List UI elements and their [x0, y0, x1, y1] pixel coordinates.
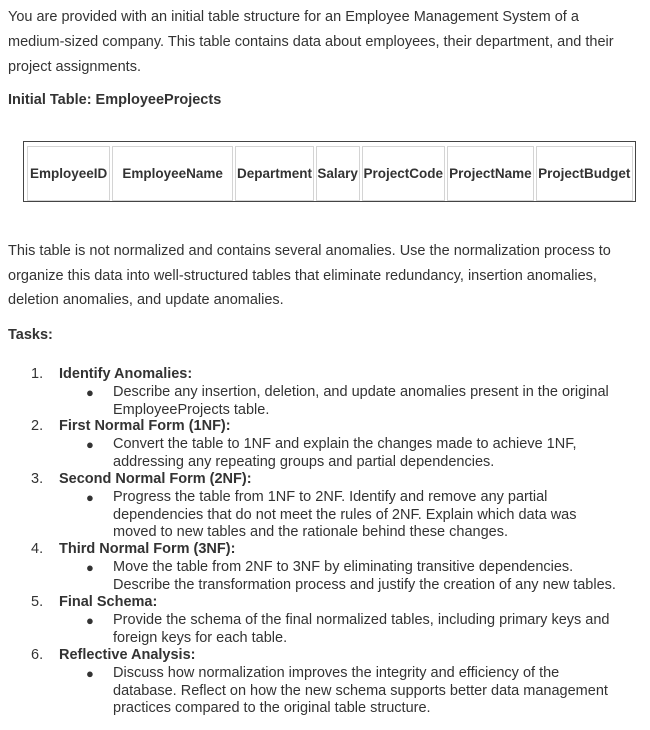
bullet-icon: ● [86, 490, 94, 505]
task-number: 2. [31, 418, 44, 434]
column-header-projectcode: ProjectCode [362, 146, 446, 201]
bullet-icon: ● [86, 560, 94, 575]
paragraph-line: This table is not normalized and contains several anomalies. Use the normalization process to [8, 243, 611, 259]
task-description-line: EmployeeProjects table. [113, 401, 270, 418]
column-header-projectname: ProjectName [447, 146, 534, 201]
bullet-icon: ● [86, 437, 94, 452]
task-number: 3. [31, 471, 44, 487]
paragraph-line: deletion anomalies, and update anomalies. [8, 292, 284, 308]
task-description-line: moved to new tables and the rationale behind these changes. [113, 524, 508, 540]
column-header-employeename: EmployeeName [112, 146, 233, 201]
intro-line: You are provided with an initial table structure for an Employee Management System of a [8, 9, 579, 25]
tasks-heading: Tasks: [8, 327, 53, 343]
bullet-icon: ● [86, 613, 94, 628]
task-description [113, 436, 643, 471]
task-description-line: dependencies that do not meet the rules of 2NF. Explain which data was [113, 506, 577, 523]
task-number: 5. [31, 594, 44, 610]
column-header-employeeid: EmployeeID [27, 146, 110, 201]
task-description-line: Progress the table from 1NF to 2NF. Identify and remove any partial [113, 489, 548, 505]
column-header-department: Department [235, 146, 314, 201]
task-description-line: Convert the table to 1NF and explain the changes made to achieve 1NF, [113, 436, 577, 452]
table-heading: Initial Table: EmployeeProjects [8, 92, 222, 108]
task-title: Third Normal Form (3NF): [59, 541, 236, 557]
task-description-line: Discuss how normalization improves the integrity and efficiency of the [113, 665, 560, 681]
paragraph-line: organize this data into well-structured tables that eliminate redundancy, insertion anomalies, [8, 267, 597, 284]
task-title: First Normal Form (1NF): [59, 418, 231, 434]
normalization-paragraph [8, 239, 644, 313]
task-description-line: addressing any repeating groups and partial dependencies. [113, 453, 495, 470]
task-description-line: Describe the transformation process and justify the creation of any new tables. [113, 576, 616, 593]
task-description [113, 559, 643, 594]
task-description-line: foreign keys for each table. [113, 629, 288, 646]
column-header-projectbudget: ProjectBudget [536, 146, 633, 201]
task-title: Identify Anomalies: [59, 366, 193, 382]
intro-line: medium-sized company. This table contains data about employees, their department, and their [8, 34, 614, 50]
task-number: 6. [31, 647, 44, 663]
bullet-icon: ● [86, 666, 94, 681]
task-number: 4. [31, 541, 44, 557]
bullet-icon: ● [86, 385, 94, 400]
task-description [113, 384, 643, 419]
intro-line: project assignments. [8, 59, 141, 75]
task-description [113, 665, 643, 718]
task-description-line: database. Reflect on how the new schema supports better data management [113, 682, 608, 699]
task-number: 1. [31, 366, 44, 382]
task-description-line: Provide the schema of the final normalized tables, including primary keys and [113, 612, 610, 628]
task-title: Final Schema: [59, 594, 158, 610]
task-title: Reflective Analysis: [59, 647, 196, 663]
task-description-line: Move the table from 2NF to 3NF by eliminating transitive dependencies. [113, 559, 574, 575]
task-description-line: Describe any insertion, deletion, and update anomalies present in the original [113, 384, 609, 400]
table-header-row [27, 146, 633, 201]
intro-paragraph [8, 5, 644, 80]
task-description-line: practices compared to the original table structure. [113, 700, 431, 716]
task-description [113, 489, 643, 542]
task-title: Second Normal Form (2NF): [59, 471, 252, 487]
task-description [113, 612, 643, 647]
employee-projects-table [23, 141, 636, 202]
column-header-salary: Salary [316, 146, 360, 201]
